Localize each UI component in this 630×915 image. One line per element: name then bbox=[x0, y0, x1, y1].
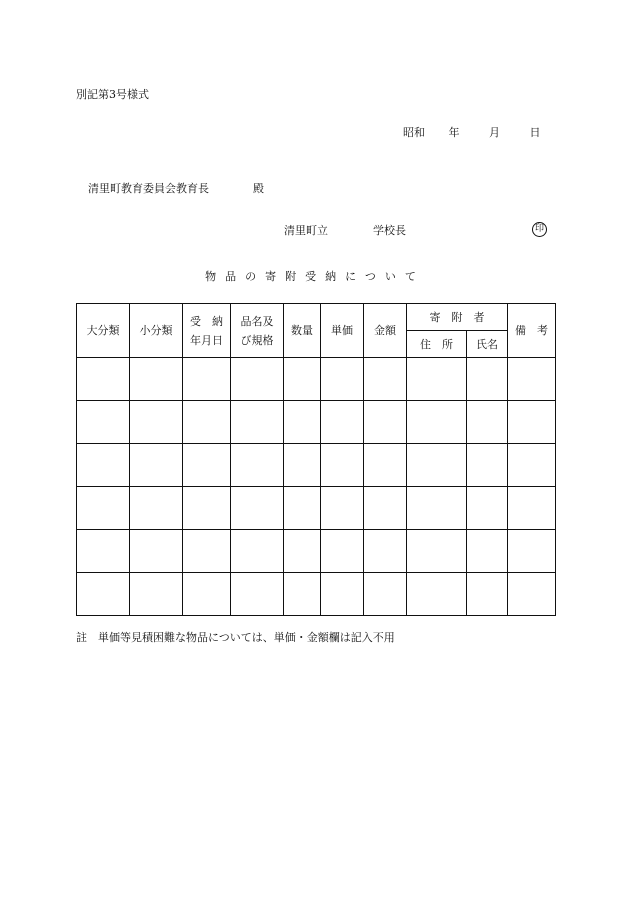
cell-received-date[interactable] bbox=[183, 530, 231, 573]
cell-received-date[interactable] bbox=[183, 573, 231, 616]
cell-item-spec[interactable] bbox=[231, 358, 284, 401]
cell-amount[interactable] bbox=[364, 530, 407, 573]
cell-major-category[interactable] bbox=[77, 530, 130, 573]
donation-table bbox=[76, 303, 556, 616]
document-title: 物品の寄附受納について bbox=[205, 270, 425, 283]
cell-donor-address[interactable] bbox=[407, 401, 467, 444]
cell-remarks[interactable] bbox=[508, 487, 556, 530]
cell-donor-name[interactable] bbox=[467, 487, 508, 530]
cell-major-category[interactable] bbox=[77, 401, 130, 444]
sender-school-prefix: 清里町立 bbox=[284, 224, 328, 237]
date-year: 年 bbox=[448, 126, 460, 139]
cell-amount[interactable] bbox=[364, 358, 407, 401]
cell-amount[interactable] bbox=[364, 444, 407, 487]
cell-amount[interactable] bbox=[364, 573, 407, 616]
cell-quantity[interactable] bbox=[284, 358, 321, 401]
cell-major-category[interactable] bbox=[77, 573, 130, 616]
header-donor-address: 住 所 bbox=[407, 331, 467, 358]
table-row bbox=[77, 401, 556, 444]
header-item-spec-line2: び規格 bbox=[240, 333, 274, 347]
seal-mark: 印 bbox=[532, 222, 547, 237]
cell-remarks[interactable] bbox=[508, 444, 556, 487]
date-era: 昭和 bbox=[403, 126, 425, 139]
header-remarks: 備 考 bbox=[508, 304, 556, 358]
cell-donor-address[interactable] bbox=[407, 444, 467, 487]
cell-major-category[interactable] bbox=[77, 358, 130, 401]
date-line bbox=[403, 124, 541, 140]
cell-donor-name[interactable] bbox=[467, 358, 508, 401]
cell-received-date[interactable] bbox=[183, 358, 231, 401]
header-donor-name: 氏名 bbox=[467, 331, 508, 358]
cell-donor-name[interactable] bbox=[467, 401, 508, 444]
cell-item-spec[interactable] bbox=[231, 444, 284, 487]
cell-amount[interactable] bbox=[364, 401, 407, 444]
cell-donor-address[interactable] bbox=[407, 530, 467, 573]
cell-minor-category[interactable] bbox=[130, 530, 183, 573]
header-amount: 金額 bbox=[364, 304, 407, 358]
cell-minor-category[interactable] bbox=[130, 487, 183, 530]
table-row bbox=[77, 358, 556, 401]
cell-unit-price[interactable] bbox=[321, 444, 364, 487]
date-month: 月 bbox=[489, 126, 500, 139]
cell-item-spec[interactable] bbox=[231, 487, 284, 530]
cell-received-date[interactable] bbox=[183, 401, 231, 444]
cell-remarks[interactable] bbox=[508, 401, 556, 444]
cell-donor-name[interactable] bbox=[467, 444, 508, 487]
table-header-row bbox=[77, 304, 556, 331]
cell-unit-price[interactable] bbox=[321, 487, 364, 530]
cell-major-category[interactable] bbox=[77, 487, 130, 530]
cell-remarks[interactable] bbox=[508, 530, 556, 573]
cell-donor-address[interactable] bbox=[407, 487, 467, 530]
cell-remarks[interactable] bbox=[508, 358, 556, 401]
cell-quantity[interactable] bbox=[284, 530, 321, 573]
cell-quantity[interactable] bbox=[284, 487, 321, 530]
cell-major-category[interactable] bbox=[77, 444, 130, 487]
addressee bbox=[88, 180, 264, 196]
table-row bbox=[77, 573, 556, 616]
footnote: 註 単価等見積困難な物品については、単価・金額欄は記入不用 bbox=[76, 631, 395, 644]
form-number: 別記第3号様式 bbox=[76, 88, 149, 101]
header-major-category: 大分類 bbox=[77, 304, 130, 358]
header-item-spec-line1: 品名及 bbox=[240, 314, 274, 328]
sender-title: 学校長 bbox=[373, 224, 406, 237]
header-quantity: 数量 bbox=[284, 304, 321, 358]
cell-unit-price[interactable] bbox=[321, 573, 364, 616]
cell-donor-name[interactable] bbox=[467, 530, 508, 573]
cell-unit-price[interactable] bbox=[321, 358, 364, 401]
cell-quantity[interactable] bbox=[284, 573, 321, 616]
header-donor: 寄 附 者 bbox=[407, 304, 508, 331]
cell-item-spec[interactable] bbox=[231, 573, 284, 616]
header-unit-price: 単価 bbox=[321, 304, 364, 358]
cell-item-spec[interactable] bbox=[231, 530, 284, 573]
header-received-date bbox=[183, 304, 231, 358]
cell-remarks[interactable] bbox=[508, 573, 556, 616]
cell-donor-name[interactable] bbox=[467, 573, 508, 616]
addressee-honorific: 殿 bbox=[253, 182, 264, 195]
cell-unit-price[interactable] bbox=[321, 401, 364, 444]
cell-minor-category[interactable] bbox=[130, 444, 183, 487]
cell-donor-address[interactable] bbox=[407, 358, 467, 401]
cell-donor-address[interactable] bbox=[407, 573, 467, 616]
cell-unit-price[interactable] bbox=[321, 530, 364, 573]
cell-minor-category[interactable] bbox=[130, 573, 183, 616]
header-received-date-line2: 年月日 bbox=[190, 333, 223, 347]
cell-quantity[interactable] bbox=[284, 401, 321, 444]
cell-received-date[interactable] bbox=[183, 444, 231, 487]
header-minor-category: 小分類 bbox=[130, 304, 183, 358]
table-row bbox=[77, 444, 556, 487]
addressee-name: 清里町教育委員会教育長 bbox=[88, 182, 209, 195]
table-row bbox=[77, 530, 556, 573]
table-row bbox=[77, 487, 556, 530]
cell-quantity[interactable] bbox=[284, 444, 321, 487]
cell-item-spec[interactable] bbox=[231, 401, 284, 444]
cell-amount[interactable] bbox=[364, 487, 407, 530]
cell-minor-category[interactable] bbox=[130, 401, 183, 444]
header-received-date-line1: 受 納 bbox=[190, 314, 223, 328]
sender bbox=[284, 222, 406, 238]
date-day: 日 bbox=[529, 126, 541, 139]
cell-received-date[interactable] bbox=[183, 487, 231, 530]
cell-minor-category[interactable] bbox=[130, 358, 183, 401]
header-item-spec bbox=[231, 304, 284, 358]
